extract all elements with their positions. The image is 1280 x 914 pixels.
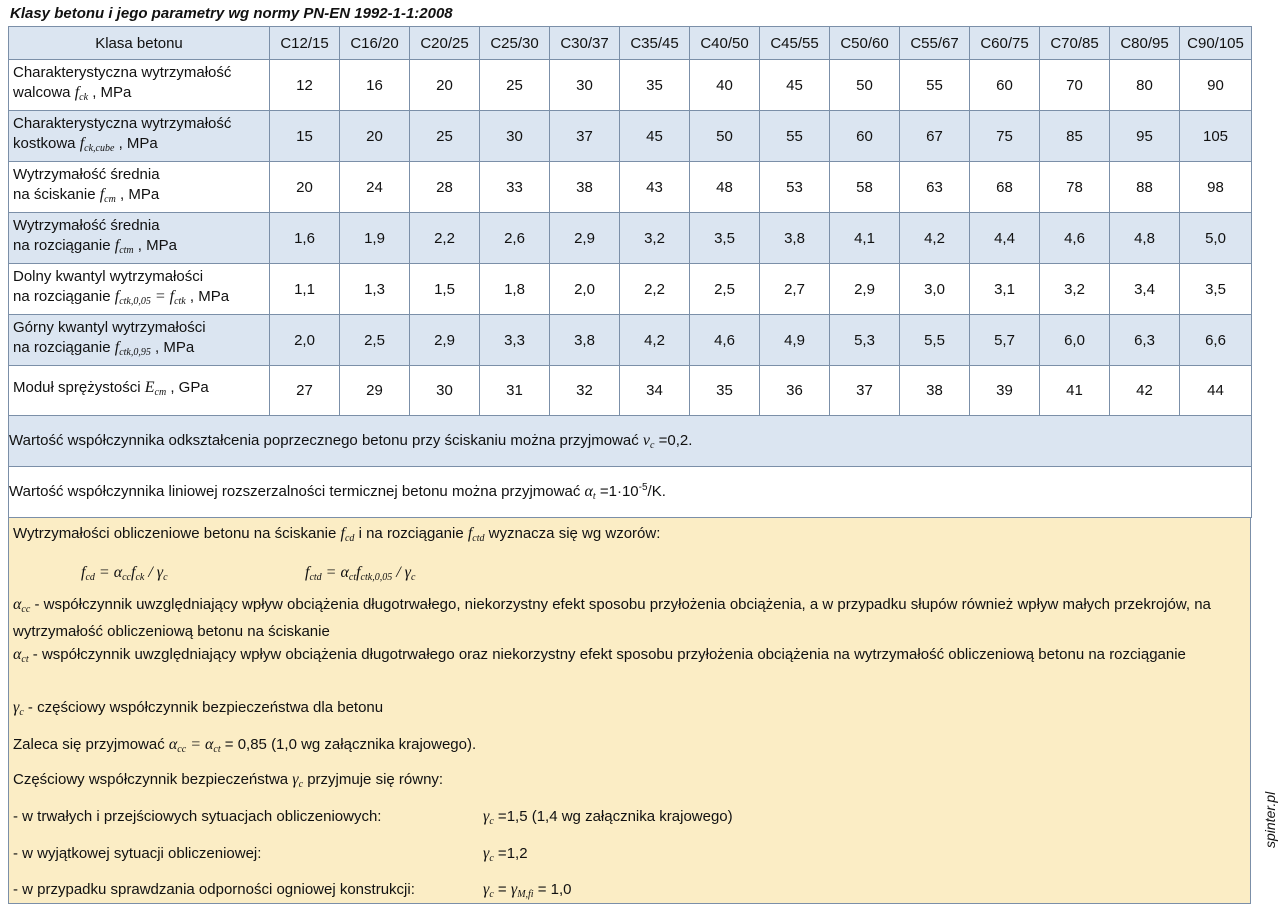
value-cell: 20 <box>340 111 410 162</box>
alpha-ct-definition: $\alpha_{ct}$ - współczynnik uwzględniający wpływ obciążenia długotrwałego oraz niekorzystny efekt sposobu przyłożenia obciążenia na wytrzymałość obliczeniową betonu na rozciąganie <box>13 646 1186 665</box>
value-cell: 60 <box>970 60 1040 111</box>
value-cell: 2,0 <box>550 264 620 315</box>
value-cell: 78 <box>1040 162 1110 213</box>
row-label: Charakterystyczna wytrzymałość kostkowa $f_{ck,cube}$ , MPa <box>9 111 270 162</box>
symbol-f: f <box>74 83 80 101</box>
value-cell: 80 <box>1110 60 1180 111</box>
value-cell: 67 <box>900 111 970 162</box>
class-header: C55/67 <box>900 27 970 60</box>
value-cell: 40 <box>690 60 760 111</box>
class-header: C50/60 <box>830 27 900 60</box>
table-row <box>9 60 1252 111</box>
value-cell: 90 <box>1180 60 1252 111</box>
value-cell: 16 <box>340 60 410 111</box>
symbol-f: f <box>99 185 105 203</box>
value-cell: 50 <box>690 111 760 162</box>
value-cell: 53 <box>760 162 830 213</box>
poisson-note: Wartość współczynnika odkształcenia poprzecznego betonu przy ściskaniu można przyjmować $\nu_c =0,2$. <box>9 416 1252 467</box>
value-cell: 36 <box>760 366 830 416</box>
row-label-line1: Wytrzymałość średnia <box>13 216 160 234</box>
case-accidental-label: - w wyjątkowej sytuacji obliczeniowej: <box>13 845 262 862</box>
class-header: C70/85 <box>1040 27 1110 60</box>
value-cell: 4,8 <box>1110 213 1180 264</box>
concrete-classes-table <box>8 26 1252 518</box>
value-cell: 3,1 <box>970 264 1040 315</box>
value-cell: 38 <box>550 162 620 213</box>
value-cell: 32 <box>550 366 620 416</box>
page-title: Klasy betonu i jego parametry wg normy PN-EN 1992-1-1:2008 <box>10 5 453 22</box>
class-header: C20/25 <box>410 27 480 60</box>
value-cell: 35 <box>690 366 760 416</box>
value-cell: 38 <box>900 366 970 416</box>
value-cell: 2,9 <box>550 213 620 264</box>
value-cell: 1,3 <box>340 264 410 315</box>
value-cell: 27 <box>270 366 340 416</box>
header-label: Klasa betonu <box>9 27 270 60</box>
value-cell: 37 <box>830 366 900 416</box>
value-cell: 30 <box>480 111 550 162</box>
design-strength-panel <box>8 517 1251 904</box>
row-label-line1: Górny kwantyl wytrzymałości <box>13 318 206 336</box>
design-intro: Wytrzymałości obliczeniowe betonu na ściskanie $f_{cd}$ i na rozciąganie $f_{ctd}$ wyznacza się wg wzorów: <box>13 525 661 544</box>
value-cell: 4,1 <box>830 213 900 264</box>
value-cell: 44 <box>1180 366 1252 416</box>
class-header: C25/30 <box>480 27 550 60</box>
case-accidental-value: $\gamma_c =1,2$ <box>483 845 528 864</box>
case-persistent-value: $\gamma_c =1,5$ (1,4 wg załącznika krajowego) <box>483 808 733 827</box>
table-row <box>9 213 1252 264</box>
header-row <box>9 27 1252 60</box>
value-cell: 6,6 <box>1180 315 1252 366</box>
thermal-note: Wartość współczynnika liniowej rozszerzalności termicznej betonu można przyjmować $\alpha_t =1\cdot 10^{-5}/K$. <box>9 467 1252 518</box>
table-row <box>9 111 1252 162</box>
partial-factor-intro: Częściowy współczynnik bezpieczeństwa $\gamma_c$ przyjmuje się równy: <box>13 771 444 790</box>
value-cell: 3,4 <box>1110 264 1180 315</box>
value-cell: 35 <box>620 60 690 111</box>
value-cell: 31 <box>480 366 550 416</box>
value-cell: 33 <box>480 162 550 213</box>
table-row <box>9 162 1252 213</box>
value-cell: 88 <box>1110 162 1180 213</box>
symbol-alpha: α <box>584 483 593 500</box>
value-cell: 1,8 <box>480 264 550 315</box>
class-header: C12/15 <box>270 27 340 60</box>
symbol-f: f <box>114 338 120 356</box>
value-cell: 5,7 <box>970 315 1040 366</box>
value-cell: 5,0 <box>1180 213 1252 264</box>
value-cell: 4,6 <box>1040 213 1110 264</box>
value-cell: 95 <box>1110 111 1180 162</box>
thermal-note-row <box>9 467 1252 518</box>
value-cell: 60 <box>830 111 900 162</box>
value-cell: 43 <box>620 162 690 213</box>
symbol-f: f <box>79 134 85 152</box>
value-cell: 63 <box>900 162 970 213</box>
value-cell: 1,5 <box>410 264 480 315</box>
value-cell: 25 <box>410 111 480 162</box>
value-cell: 105 <box>1180 111 1252 162</box>
class-header: C35/45 <box>620 27 690 60</box>
row-label: Wytrzymałość średnia na ściskanie $f_{cm}$ , MPa <box>9 162 270 213</box>
class-header: C60/75 <box>970 27 1040 60</box>
value-cell: 3,2 <box>1040 264 1110 315</box>
case-fire-value: $\gamma_c = \gamma_{M,fi} = 1,0$ <box>483 881 572 900</box>
value-cell: 2,9 <box>830 264 900 315</box>
value-cell: 2,2 <box>620 264 690 315</box>
row-label: Dolny kwantyl wytrzymałości na rozciąganie $f_{ctk,0,05} = f_{ctk}$ , MPa <box>9 264 270 315</box>
value-cell: 30 <box>410 366 480 416</box>
value-cell: 3,2 <box>620 213 690 264</box>
class-header: C30/37 <box>550 27 620 60</box>
value-cell: 29 <box>340 366 410 416</box>
row-label: Wytrzymałość średnia na rozciąganie $f_{ctm}$ , MPa <box>9 213 270 264</box>
value-cell: 1,6 <box>270 213 340 264</box>
value-cell: 2,9 <box>410 315 480 366</box>
value-cell: 15 <box>270 111 340 162</box>
row-label: Górny kwantyl wytrzymałości na rozciąganie $f_{ctk,0,95}$ , MPa <box>9 315 270 366</box>
value-cell: 25 <box>480 60 550 111</box>
value-cell: 5,3 <box>830 315 900 366</box>
value-cell: 2,0 <box>270 315 340 366</box>
formula-fctd: $f_{ctd} = \alpha_{ct}f_{ctk,0,05} / \gamma_c$ <box>305 564 416 583</box>
symbol-f: f <box>114 287 120 305</box>
value-cell: 68 <box>970 162 1040 213</box>
class-header: C16/20 <box>340 27 410 60</box>
value-cell: 2,7 <box>760 264 830 315</box>
value-cell: 4,9 <box>760 315 830 366</box>
value-cell: 58 <box>830 162 900 213</box>
class-header: C40/50 <box>690 27 760 60</box>
symbol-nu: ν <box>642 431 651 449</box>
value-cell: 2,6 <box>480 213 550 264</box>
value-cell: 5,5 <box>900 315 970 366</box>
value-cell: 37 <box>550 111 620 162</box>
row-label-line1: Dolny kwantyl wytrzymałości <box>13 267 204 285</box>
value-cell: 20 <box>270 162 340 213</box>
value-cell: 70 <box>1040 60 1110 111</box>
value-cell: 55 <box>900 60 970 111</box>
value-cell: 3,3 <box>480 315 550 366</box>
value-cell: 20 <box>410 60 480 111</box>
row-label-line1: Moduł sprężystości <box>13 379 145 396</box>
value-cell: 39 <box>970 366 1040 416</box>
value-cell: 2,5 <box>690 264 760 315</box>
row-label-line1: Wytrzymałość średnia <box>13 165 160 183</box>
value-cell: 75 <box>970 111 1040 162</box>
row-label: Moduł sprężystości $E_{cm}$ , GPa <box>9 366 270 416</box>
value-cell: 3,5 <box>690 213 760 264</box>
table-row <box>9 366 1252 416</box>
value-cell: 30 <box>550 60 620 111</box>
value-cell: 45 <box>760 60 830 111</box>
value-cell: 45 <box>620 111 690 162</box>
value-cell: 85 <box>1040 111 1110 162</box>
value-cell: 24 <box>340 162 410 213</box>
value-cell: 28 <box>410 162 480 213</box>
value-cell: 55 <box>760 111 830 162</box>
value-cell: 3,5 <box>1180 264 1252 315</box>
value-cell: 1,9 <box>340 213 410 264</box>
value-cell: 1,1 <box>270 264 340 315</box>
alpha-cc-definition: $\alpha_{cc}$ - współczynnik uwzględniający wpływ obciążenia długotrwałego, niekorzystny efekt sposobu przyłożenia obciążenia, a w przypadku słupów również wpływ małych przekrojów, na wytrzymałość obliczeniową betonu na ściskanie <box>13 596 1211 640</box>
recommendation-line: Zaleca się przyjmować $\alpha_{cc} = \alpha_{ct} = 0,85$ (1,0 wg załącznika krajowego). <box>13 736 477 755</box>
row-label: Charakterystyczna wytrzymałość walcowa $f_{ck}$ , MPa <box>9 60 270 111</box>
gamma-c-definition: $\gamma_c$ - częściowy współczynnik bezpieczeństwa dla betonu <box>13 699 384 718</box>
table-row <box>9 315 1252 366</box>
symbol-E: E <box>144 379 155 396</box>
class-header: C80/95 <box>1110 27 1180 60</box>
row-label-line1: Charakterystyczna wytrzymałość <box>13 63 232 81</box>
formula-fcd: $f_{cd} = \alpha_{cc}f_{ck} / \gamma_c$ <box>81 564 168 583</box>
value-cell: 4,2 <box>900 213 970 264</box>
row-label-line1: Charakterystyczna wytrzymałość <box>13 114 232 132</box>
table-row <box>9 264 1252 315</box>
case-persistent-label: - w trwałych i przejściowych sytuacjach obliczeniowych: <box>13 808 382 825</box>
value-cell: 34 <box>620 366 690 416</box>
value-cell: 50 <box>830 60 900 111</box>
value-cell: 3,8 <box>550 315 620 366</box>
value-cell: 4,2 <box>620 315 690 366</box>
case-fire-label: - w przypadku sprawdzania odporności ogniowej konstrukcji: <box>13 881 415 898</box>
value-cell: 6,3 <box>1110 315 1180 366</box>
symbol-f: f <box>114 236 120 254</box>
credit-watermark: spinter.pl <box>1262 791 1278 848</box>
value-cell: 12 <box>270 60 340 111</box>
class-header: C90/105 <box>1180 27 1252 60</box>
value-cell: 42 <box>1110 366 1180 416</box>
value-cell: 3,8 <box>760 213 830 264</box>
value-cell: 2,2 <box>410 213 480 264</box>
value-cell: 2,5 <box>340 315 410 366</box>
poisson-note-row <box>9 416 1252 467</box>
value-cell: 48 <box>690 162 760 213</box>
value-cell: 98 <box>1180 162 1252 213</box>
value-cell: 41 <box>1040 366 1110 416</box>
value-cell: 4,4 <box>970 213 1040 264</box>
value-cell: 3,0 <box>900 264 970 315</box>
value-cell: 4,6 <box>690 315 760 366</box>
value-cell: 6,0 <box>1040 315 1110 366</box>
class-header: C45/55 <box>760 27 830 60</box>
